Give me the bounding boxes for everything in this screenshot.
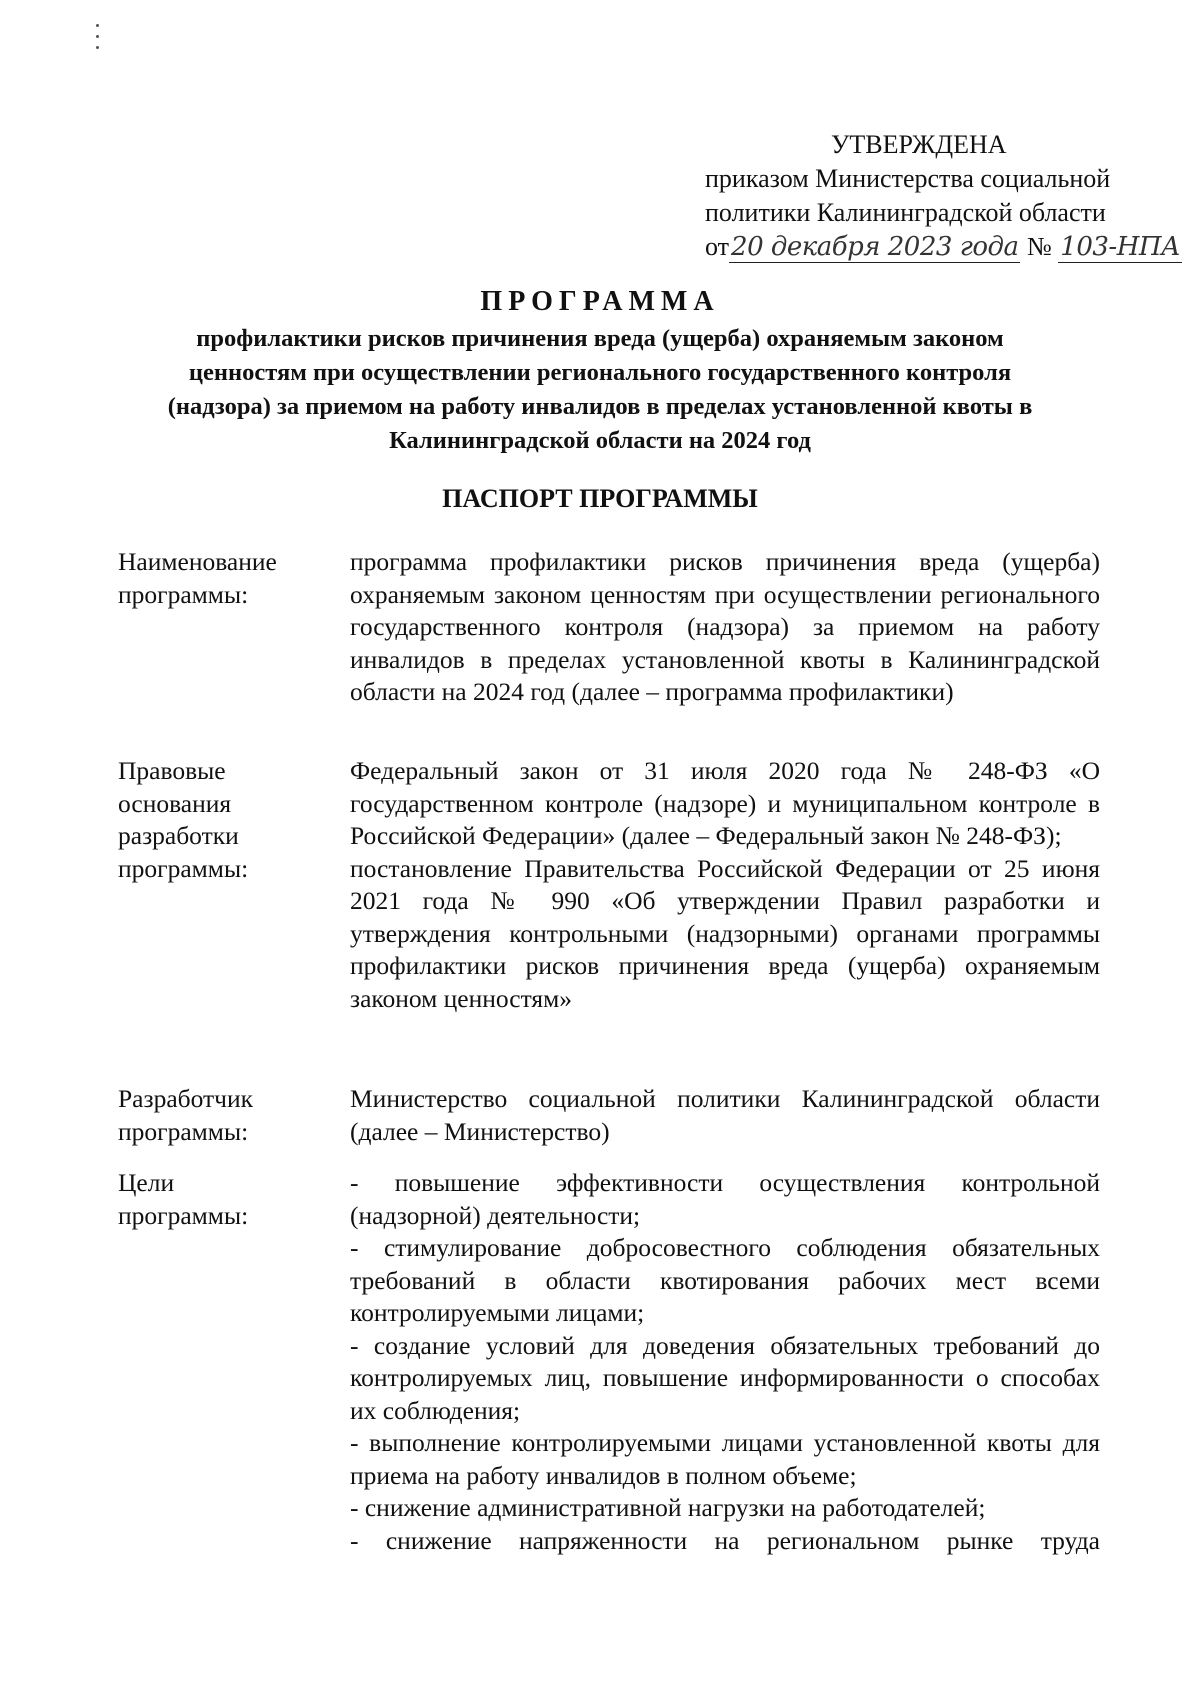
row-label <box>118 546 318 611</box>
subtitle-line: профилактики рисков причинения вреда (ущерба) охраняемым законом <box>196 325 1004 352</box>
label-line: Цели <box>118 1168 175 1197</box>
value-paragraph: Министерство социальной политики Калининградской области (далее – Министерство) <box>350 1084 1100 1146</box>
row-value <box>350 1167 1100 1557</box>
row-label <box>118 755 318 885</box>
label-line: Наименование <box>118 547 277 576</box>
row-value <box>350 755 1100 1015</box>
goal-item: - создание условий для доведения обязательных требований до контролируемых лиц, повышение информированности о способах их соблюдения; <box>350 1330 1100 1425</box>
goal-item: - снижение административной нагрузки на работодателей; <box>350 1493 986 1522</box>
approval-order-line: приказом Министерства социальной <box>705 164 1111 193</box>
goal-item: - выполнение контролируемыми лицами установленной квоты для приема на работу инвалидов в полном объеме; <box>350 1428 1100 1490</box>
passport-heading: ПАСПОРТ ПРОГРАММЫ <box>442 484 758 513</box>
value-paragraph: Федеральный закон от 31 июля 2020 года № 248-ФЗ «О государственном контроле (надзоре) и муниципальном контроле в Российской Федерации» (далее – Федеральный закон № 248-ФЗ); <box>350 756 1100 850</box>
date-prefix: от <box>705 232 730 261</box>
program-title-block <box>110 284 1090 458</box>
label-line: программы: <box>118 1116 249 1146</box>
goal-item: - снижение напряженности на региональном рынке труда <box>350 1525 1100 1555</box>
row-label <box>118 1083 318 1148</box>
handwritten-date: 20 декабря 2023 года <box>731 232 1019 262</box>
label-line: программы: <box>118 853 249 883</box>
handwritten-number: 103-НПА <box>1060 232 1181 262</box>
subtitle-line: ценностям при осуществлении регионального государственного контроля <box>188 359 1012 386</box>
goal-item: - стимулирование добросовестного соблюдения обязательных требований в области квотирования рабочих мест всеми контролируемыми лицами; <box>350 1233 1100 1327</box>
label-line: Разработчик <box>118 1084 254 1113</box>
row-value <box>350 546 1100 709</box>
approval-heading: УТВЕРЖДЕНА <box>831 130 1007 159</box>
row-value <box>350 1083 1100 1148</box>
label-line: разработки <box>118 821 239 850</box>
subtitle-line: (надзора) за приемом на работу инвалидов в пределах установленной квоты в <box>167 393 1033 420</box>
label-line: программы: <box>118 1200 249 1230</box>
subtitle-line: Калининградской области на 2024 год <box>389 427 811 454</box>
goal-item: - повышение эффективности осуществления контрольной (надзорной) деятельности; <box>350 1168 1100 1230</box>
label-line: Правовые <box>118 756 226 785</box>
number-prefix: № <box>1026 232 1052 261</box>
approval-date-row <box>705 230 1181 266</box>
approval-stamp-block <box>705 128 1181 266</box>
scan-artifact-marks <box>96 24 102 84</box>
program-subtitle <box>110 322 1090 458</box>
approval-ministry-line: политики Калининградской области <box>705 198 1106 227</box>
value-paragraph: постановление Правительства Российской Федерации от 25 июня 2021 года № 990 «Об утверждении Правил разработки и утверждения контрольными (надзорными) органами программы профилактики рисков причинения вреда (ущерба) охраняемым законом ценностям» <box>350 853 1100 1013</box>
program-heading: ПРОГРАММА <box>480 286 720 317</box>
value-paragraph: программа профилактики рисков причинения вреда (ущерба) охраняемым законом ценностям при осуществлении регионального государственного контроля (надзора) за приемом на работу инвалидов в пределах установленной квоты в Калининградской области на 2024 год (далее – программа профилактики) <box>350 547 1100 706</box>
label-line: основания <box>118 788 232 818</box>
row-label <box>118 1167 318 1232</box>
label-line: программы: <box>118 579 249 609</box>
